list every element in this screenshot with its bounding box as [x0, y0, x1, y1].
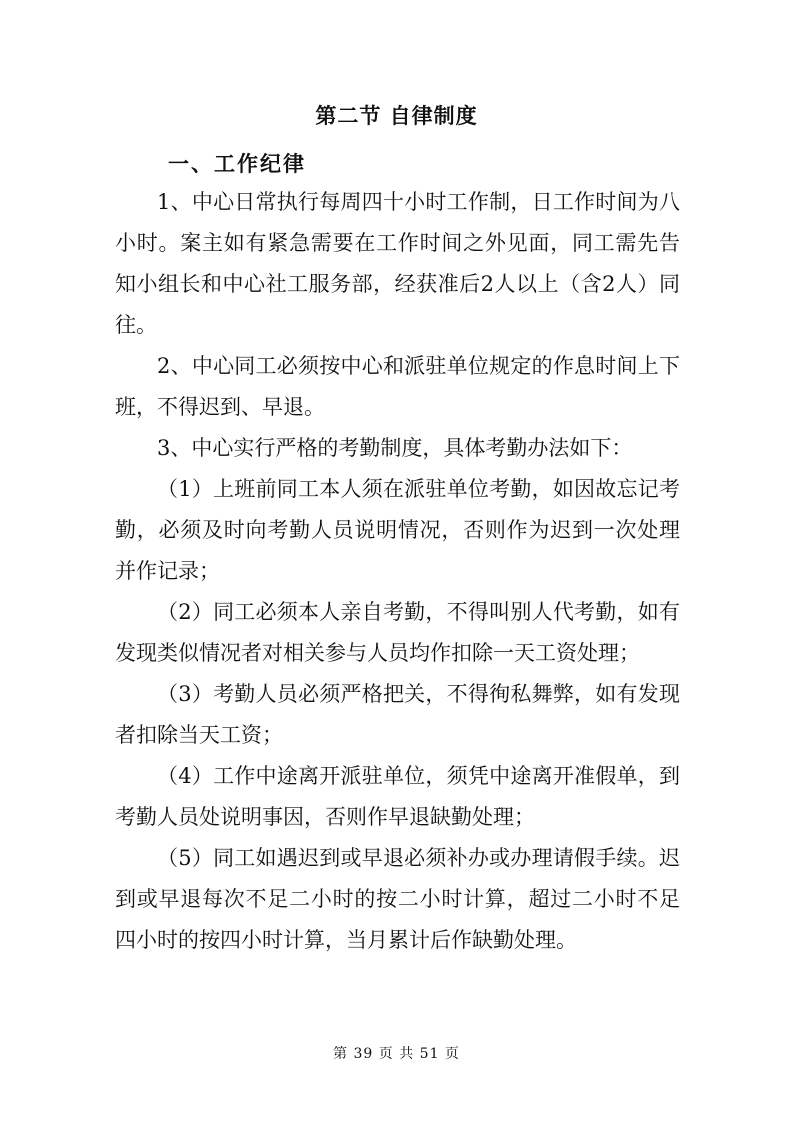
document-body	[115, 182, 680, 961]
paragraph: （3）考勤人员必须严格把关，不得徇私舞弊，如有发现者扣除当天工资；	[115, 682, 680, 747]
paragraph: （2）同工必须本人亲自考勤，不得叫别人代考勤，如有发现类似情况者对相关参与人员均作扣除一天工资处理；	[115, 600, 680, 665]
section-heading: 一、工作纪律	[168, 152, 306, 176]
section-title: 第二节 自律制度	[315, 104, 478, 128]
paragraph: 3、中心实行严格的考勤制度，具体考勤办法如下：	[157, 436, 633, 460]
paragraph: 2、中心同工必须按中心和派驻单位规定的作息时间上下班，不得迟到、早退。	[115, 354, 680, 419]
paragraph: （4）工作中途离开派驻单位，须凭中途离开准假单，到考勤人员处说明事因，否则作早退缺勤处理；	[115, 764, 680, 829]
paragraph: （1）上班前同工本人须在派驻单位考勤，如因故忘记考勤，必须及时向考勤人员说明情况，否则作为迟到一次处理并作记录；	[115, 477, 680, 583]
page-footer: 第 39 页 共 51 页	[333, 1046, 460, 1062]
paragraph: （5）同工如遇迟到或早退必须补办或办理请假手续。迟到或早退每次不足二小时的按二小时计算，超过二小时不足四小时的按四小时计算，当月累计后作缺勤处理。	[115, 846, 680, 952]
paragraph: 1、中心日常执行每周四十小时工作制，日工作时间为八小时。案主如有紧急需要在工作时间之外见面，同工需先告知小组长和中心社工服务部，经获准后2人以上（含2人）同往。	[115, 190, 680, 337]
